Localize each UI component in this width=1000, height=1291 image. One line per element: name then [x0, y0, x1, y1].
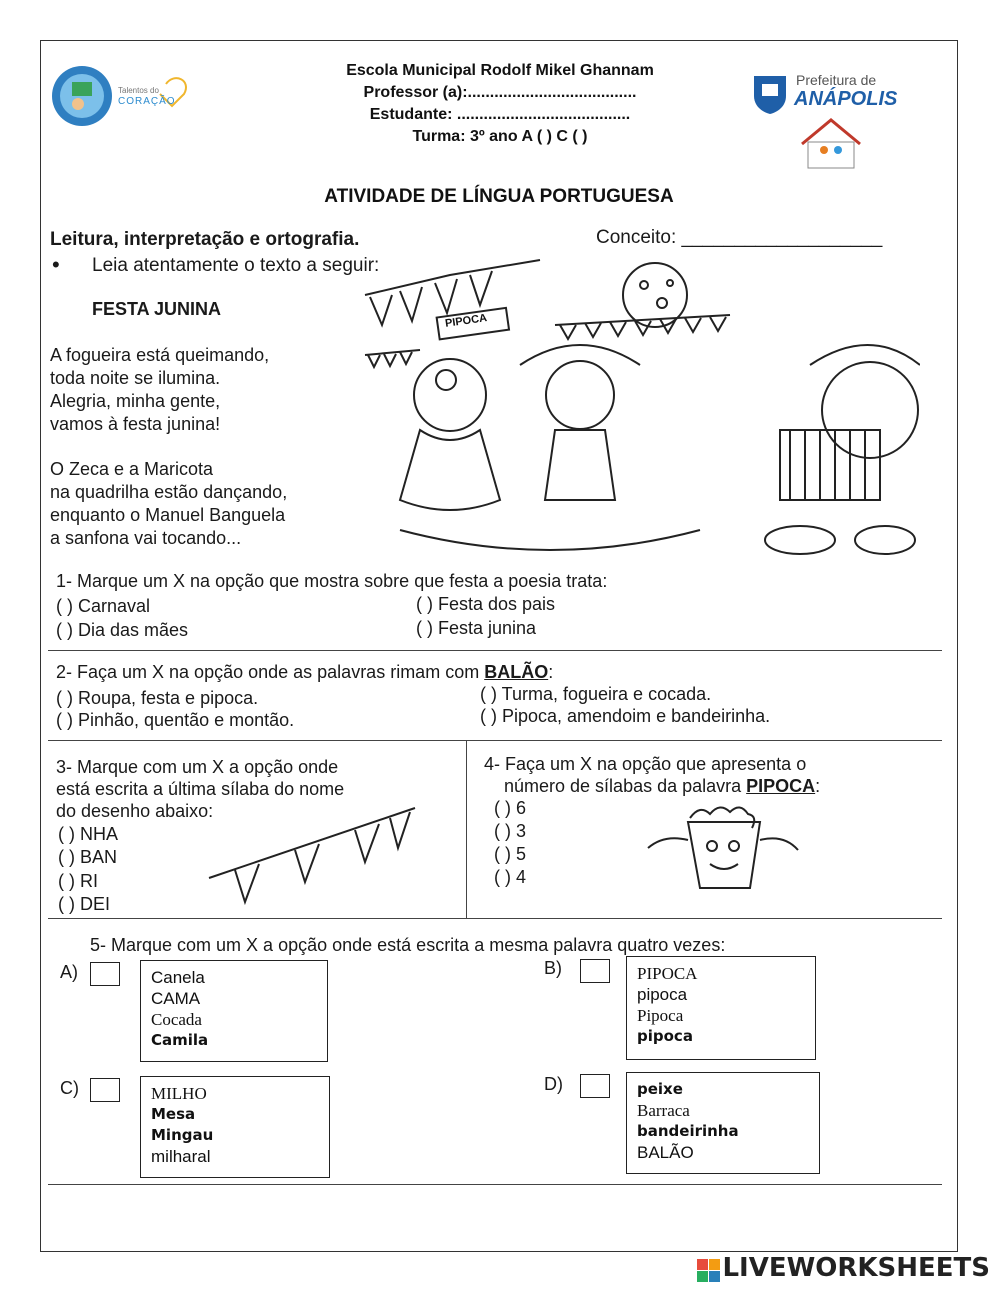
logo-left-text2: CORAÇÃO	[118, 96, 176, 107]
q4-option-3[interactable]: ( ) 3	[494, 821, 527, 841]
q5-word: Barraca	[637, 1101, 690, 1120]
q5-word: bandeirinha	[637, 1122, 739, 1140]
q2-prompt-colon: :	[548, 662, 554, 682]
poem-stanza-2	[50, 458, 287, 550]
q2-option-pinhao[interactable]: ( ) Pinhão, quentão e montão.	[56, 710, 295, 730]
poem-stanza-1	[50, 344, 269, 436]
q5-box-b	[626, 956, 816, 1060]
poem-line: enquanto o Manuel Banguela	[50, 505, 286, 525]
section-heading: Leitura, interpretação e ortografia.	[50, 229, 360, 250]
festa-junina-illustration	[360, 255, 920, 575]
liveworksheets-logo-icon	[696, 1258, 722, 1284]
divider-bottom	[48, 1184, 942, 1185]
q4-option-4[interactable]: ( ) 4	[494, 867, 527, 887]
pipoca-bag-drawing	[630, 800, 810, 900]
poem-line: Alegria, minha gente,	[50, 391, 221, 411]
q1-option-festa-dos-pais[interactable]: ( ) Festa dos pais	[416, 594, 556, 614]
student-line: Estudante: .......................................	[369, 106, 631, 123]
q5-word: peixe	[637, 1080, 683, 1098]
divider-q2	[48, 740, 942, 741]
bandeirinha-drawing	[205, 800, 425, 910]
poem-line: A fogueira está queimando,	[50, 345, 270, 365]
q3-option-dei[interactable]: ( ) DEI	[58, 894, 110, 914]
q5-word: Mesa	[151, 1105, 196, 1123]
q3-prompt-line: está escrita a última sílaba do nome	[56, 779, 345, 799]
bullet-icon: •	[52, 252, 60, 277]
q4-prompt-line1: 4- Faça um X na opção que apresenta o	[484, 754, 807, 774]
poem-line: toda noite se ilumina.	[50, 368, 221, 388]
divider-q4	[48, 918, 942, 919]
q3-option-ban[interactable]: ( ) BAN	[58, 847, 118, 867]
poem-title: FESTA JUNINA	[92, 299, 222, 319]
q5-box-a	[140, 960, 328, 1062]
q5-word: CAMA	[151, 989, 201, 1008]
poem-line: a sanfona vai tocando...	[50, 528, 242, 548]
q5-checkbox-d[interactable]	[580, 1074, 610, 1098]
divider-q3-q4	[466, 740, 467, 918]
q5-word: Cocada	[151, 1010, 202, 1029]
q5-word: pipoca	[637, 1027, 693, 1045]
divider-q1	[48, 650, 942, 651]
q5-word: Pipoca	[637, 1006, 684, 1025]
q4-option-6[interactable]: ( ) 6	[494, 798, 527, 818]
page-border	[40, 40, 958, 1252]
q1-option-carnaval[interactable]: ( ) Carnaval	[56, 596, 151, 616]
q5-word: milharal	[151, 1147, 211, 1166]
q5-word: BALÃO	[637, 1143, 694, 1162]
q3-prompt-line: do desenho abaixo:	[56, 801, 214, 821]
school-header	[250, 60, 750, 148]
anapolis-crest-icon	[750, 70, 790, 114]
q5-box-c	[140, 1076, 330, 1178]
q1-prompt: 1- Marque um X na opção que mostra sobre que festa a poesia trata:	[56, 571, 608, 591]
q5-word: pipoca	[637, 985, 688, 1004]
q4-option-5[interactable]: ( ) 5	[494, 844, 527, 864]
q5-word: Canela	[151, 968, 205, 987]
q2-keyword: BALÃO	[484, 662, 549, 682]
q5-checkbox-b[interactable]	[580, 959, 610, 983]
q5-label-c: C)	[60, 1078, 79, 1098]
poem-line: na quadrilha estão dançando,	[50, 482, 288, 502]
q5-label-d: D)	[544, 1074, 563, 1094]
poem-line: O Zeca e a Maricota	[50, 459, 214, 479]
q3-option-ri[interactable]: ( ) RI	[58, 871, 98, 891]
class-line: Turma: 3º ano A ( ) C ( )	[412, 128, 588, 145]
q2-prompt-text: 2- Faça um X na opção onde as palavras rimam com	[56, 662, 485, 682]
concept-field[interactable]: Conceito: ___________________	[596, 227, 883, 248]
q2-option-turma[interactable]: ( ) Turma, fogueira e cocada.	[480, 684, 712, 704]
q5-word: Mingau	[151, 1126, 214, 1144]
q5-word: PIPOCA	[637, 964, 698, 983]
q5-word: Camila	[151, 1031, 209, 1049]
poem-line: vamos à festa junina!	[50, 414, 221, 434]
q5-box-d	[626, 1072, 820, 1174]
escola-house-logo	[796, 116, 866, 174]
q2-option-pipoca[interactable]: ( ) Pipoca, amendoim e bandeirinha.	[480, 706, 771, 726]
q5-prompt: 5- Marque com um X a opção onde está escrita a mesma palavra quatro vezes:	[90, 935, 726, 955]
logo-left-text: Talentos do	[118, 86, 159, 95]
q4-keyword: PIPOCA	[746, 776, 816, 796]
q1-option-dia-das-maes[interactable]: ( ) Dia das mães	[56, 620, 189, 640]
q5-word: MILHO	[151, 1084, 207, 1103]
professor-line: Professor (a):......................................	[363, 84, 637, 101]
q2-option-roupa[interactable]: ( ) Roupa, festa e pipoca.	[56, 688, 259, 708]
logo-right-text1: Prefeitura de	[796, 72, 877, 88]
q4-prompt-colon: :	[815, 776, 821, 796]
liveworksheets-brand[interactable]: LIVEWORKSHEETS	[722, 1253, 990, 1283]
q5-label-a: A)	[60, 962, 78, 982]
logo-right-text2: ANÁPOLIS	[794, 88, 898, 110]
q5-label-b: B)	[544, 958, 562, 978]
q3-option-nha[interactable]: ( ) NHA	[58, 824, 118, 844]
pipoca-sign: PIPOCA	[444, 312, 488, 330]
q4-prompt-text: número de sílabas da palavra	[504, 776, 747, 796]
q1-option-festa-junina[interactable]: ( ) Festa junina	[416, 618, 537, 638]
school-name: Escola Municipal Rodolf Mikel Ghannam	[346, 62, 654, 79]
q5-checkbox-a[interactable]	[90, 962, 120, 986]
q3-prompt-line: 3- Marque com um X a opção onde	[56, 757, 339, 777]
q5-checkbox-c[interactable]	[90, 1078, 120, 1102]
page-title: ATIVIDADE DE LÍNGUA PORTUGUESA	[324, 186, 674, 207]
instruction-text: Leia atentamente o texto a seguir:	[92, 255, 380, 276]
q2-prompt	[56, 662, 553, 683]
q4-prompt-line2	[504, 776, 820, 797]
